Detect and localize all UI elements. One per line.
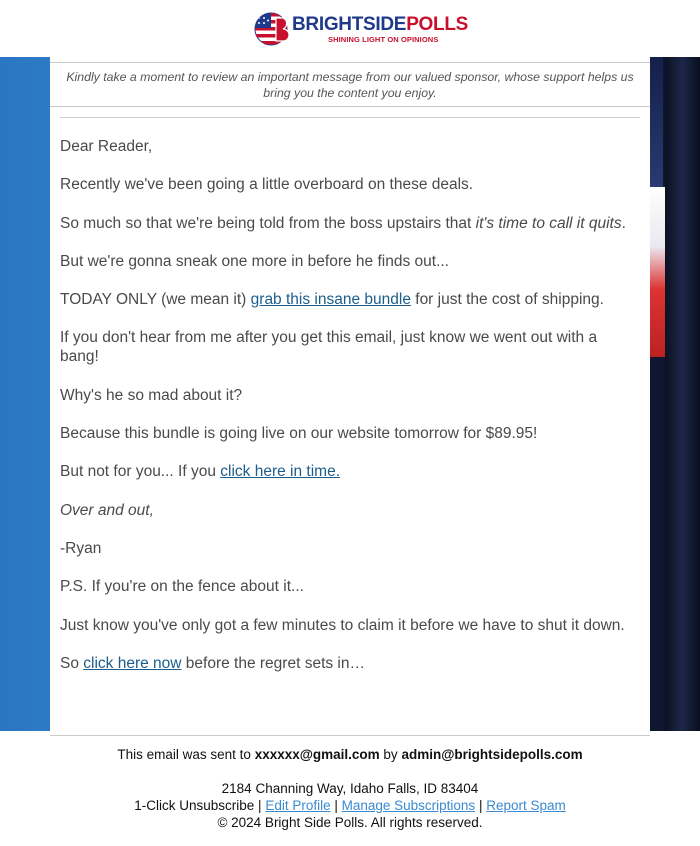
unsubscribe-text[interactable]: 1-Click Unsubscribe (134, 798, 255, 813)
paragraph: So click here now before the regret sets in… (60, 654, 365, 672)
brand-tagline: SHINING LIGHT ON OPINIONS (328, 34, 439, 44)
brand-name: BRIGHTSIDEPOLLS (292, 13, 469, 35)
manage-subscriptions-link[interactable]: Manage Subscriptions (341, 798, 476, 813)
greeting: Dear Reader, (60, 138, 153, 155)
click-here-in-time-link[interactable]: click here in time. (220, 463, 340, 481)
footer-divider (50, 735, 650, 736)
paragraph: So much so that we're being told from the boss upstairs that it's time to call it quits. (60, 214, 626, 232)
email-header (0, 0, 700, 57)
paragraph: If you don't hear from me after you get this email, just know we went out with a bang! (60, 329, 598, 366)
click-here-now-link[interactable]: click here now (83, 654, 182, 672)
report-spam-link[interactable]: Report Spam (486, 798, 566, 813)
paragraph: Why's he so mad about it? (60, 386, 243, 404)
postscript: P.S. If you're on the fence about it... (60, 578, 304, 596)
paragraph: Because this bundle is going live on our website tomorrow for $89.95! (60, 425, 538, 443)
paragraph: But we're gonna sneak one more in before he finds out... (60, 252, 449, 270)
sponsor-notice: Kindly take a moment to review an important message from our valued sponsor, whose support helps us bring you the content you enjoy. (50, 62, 650, 107)
copyright: © 2024 Bright Side Polls. All rights reserved. (217, 815, 483, 830)
signoff: Over and out, (60, 501, 154, 519)
recipient-email: xxxxxx@gmail.com (254, 747, 380, 762)
paragraph: Just know you've only got a few minutes to claim it before we have to shut it down. (60, 616, 625, 634)
paragraph: But not for you... If you click here in time. (60, 463, 340, 481)
background-flag-pole (649, 57, 700, 731)
sender-email: admin@brightsidepolls.com (401, 747, 583, 762)
flag-globe-icon (254, 10, 292, 48)
email-content-card (50, 57, 650, 735)
paragraph: Recently we've been going a little overboard on these deals. (60, 176, 474, 194)
content-divider (60, 117, 640, 118)
grab-bundle-link[interactable]: grab this insane bundle (250, 291, 411, 309)
email-footer (0, 746, 700, 831)
postal-address: 2184 Channing Way, Idaho Falls, ID 83404 (221, 781, 479, 796)
footer-links: 1-Click Unsubscribe | Edit Profile | Manage Subscriptions | Report Spam (134, 798, 566, 813)
paragraph: TODAY ONLY (we mean it) grab this insane bundle for just the cost of shipping. (60, 291, 604, 309)
edit-profile-link[interactable]: Edit Profile (265, 798, 331, 813)
email-body (60, 137, 632, 692)
brand-logo[interactable] (254, 7, 468, 51)
signature: -Ryan (60, 539, 102, 557)
sent-to-line: This email was sent to xxxxxx@gmail.com by admin@brightsidepolls.com (117, 747, 583, 762)
